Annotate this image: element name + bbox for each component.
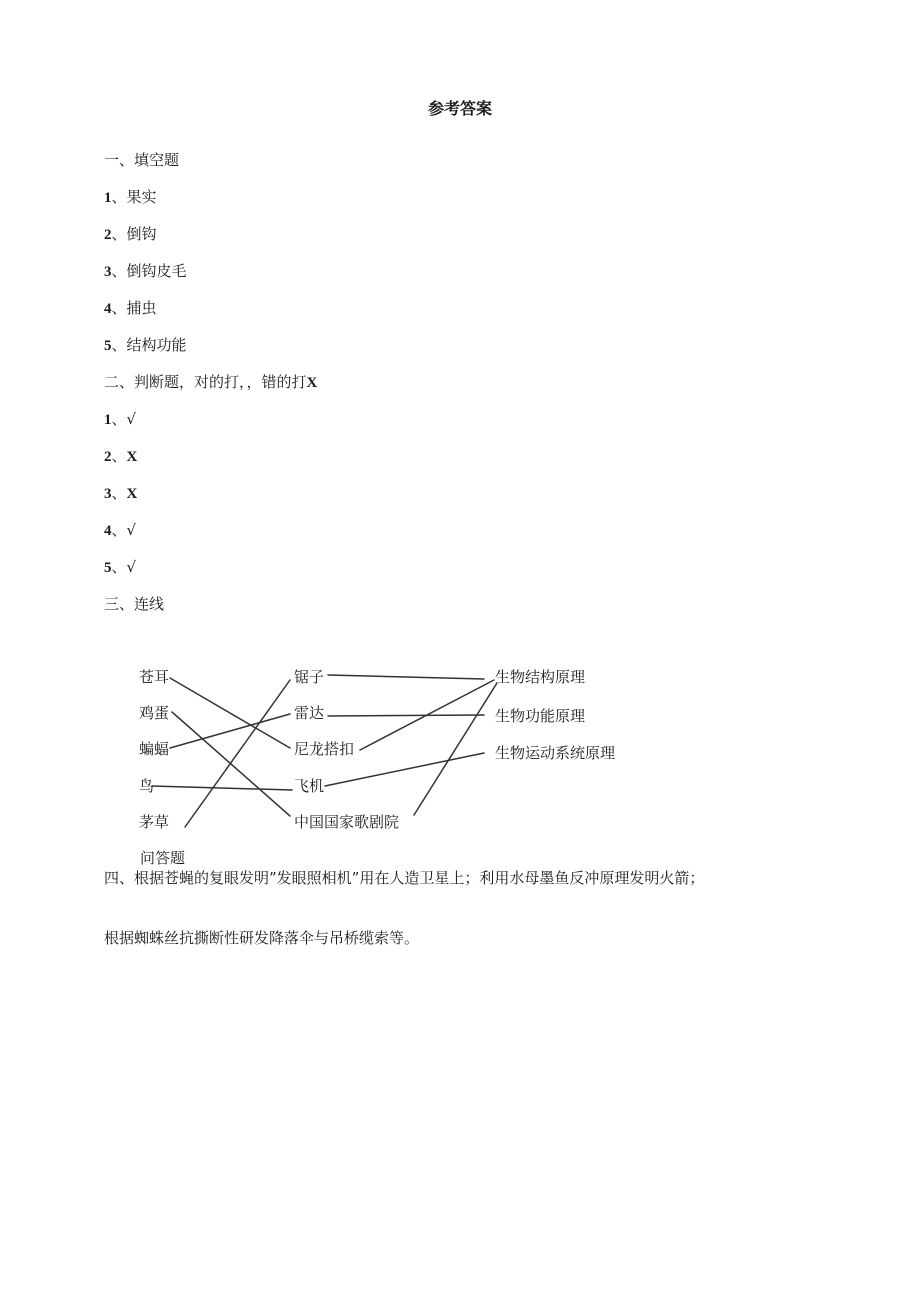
qa-answer-paragraph-1: 四、根据苍蝇的复眼发明”发眼照相机”用在人造卫星上；利用水母墨鱼反冲原理发明火箭； [104,869,705,887]
item-answer: 捕虫 [126,299,157,317]
link-grass-saw [185,680,290,827]
left-item-5: 茅草 [139,813,170,831]
item-separator: 、 [111,188,127,206]
left-item-2: 鸡蛋 [139,704,170,722]
middle-item-3: 尼龙搭扣 [294,740,355,758]
judge-answer-3 [104,483,137,504]
section1-heading: 一、填空题 [104,151,180,169]
link-cangER-nylon [170,678,290,748]
section2-heading-text: 二、判断题，对的打，，错的打 [104,373,307,391]
fill-answer-5 [104,335,187,356]
item-number: 1 [104,190,112,206]
item-answer: 倒钩皮毛 [126,262,187,280]
item-number: 5 [104,338,112,354]
judge-answer-1 [104,409,136,430]
item-answer: √ [126,558,137,576]
middle-item-1: 锯子 [294,668,325,686]
item-separator: 、 [111,410,127,428]
item-number: 1 [104,412,112,428]
fill-answer-3 [104,261,187,282]
link-nylon-structure [360,680,494,750]
fill-answer-4 [104,298,157,319]
fill-answer-2 [104,224,157,245]
judge-answer-4 [104,520,136,541]
item-separator: 、 [111,262,127,280]
right-item-1: 生物结构原理 [495,668,586,686]
item-number: 4 [104,301,112,317]
left-item-1: 苍耳 [139,668,170,686]
link-egg-opera [172,712,290,816]
item-separator: 、 [111,521,127,539]
judge-answer-2 [104,446,137,467]
item-separator: 、 [111,225,127,243]
item-answer: 结构功能 [126,336,187,354]
item-separator: 、 [111,558,127,576]
page-title: 参考答案 [427,99,492,118]
link-bat-radar [170,714,290,748]
middle-item-4: 飞机 [294,777,325,795]
link-saw-structure [328,675,484,679]
item-number: 3 [104,264,112,280]
right-item-2: 生物功能原理 [495,707,586,725]
left-item-3: 蝙蝠 [139,740,170,758]
section3-heading: 三、连线 [104,595,165,613]
link-opera-structure [414,683,497,815]
item-number: 5 [104,560,112,576]
fill-answer-1 [104,187,157,208]
item-answer: √ [126,410,137,428]
item-answer: √ [126,521,137,539]
item-separator: 、 [111,336,127,354]
item-number: 2 [104,227,112,243]
middle-item-5: 中国国家歌剧院 [294,813,400,831]
item-answer: 倒钩 [126,225,157,243]
right-item-3: 生物运动系统原理 [495,744,616,762]
item-number: 4 [104,523,112,539]
section2-heading [104,372,317,393]
left-item-4: 鸟 [139,777,155,795]
qa-subheading: 问答题 [140,849,186,867]
item-separator: 、 [111,299,127,317]
item-answer: X [126,486,138,502]
middle-item-2: 雷达 [294,704,325,722]
judge-answer-5 [104,557,136,578]
item-answer: 果实 [126,188,157,206]
item-number: 2 [104,449,112,465]
item-answer: X [126,449,138,465]
item-separator: 、 [111,447,127,465]
item-number: 3 [104,486,112,502]
link-radar-function [328,715,484,716]
section2-heading-mark: X [306,375,318,391]
qa-answer-paragraph-2: 根据蜘蛛丝抗撕断性研发降落伞与吊桥缆索等。 [104,929,420,947]
link-bird-plane [152,786,292,790]
item-separator: 、 [111,484,127,502]
